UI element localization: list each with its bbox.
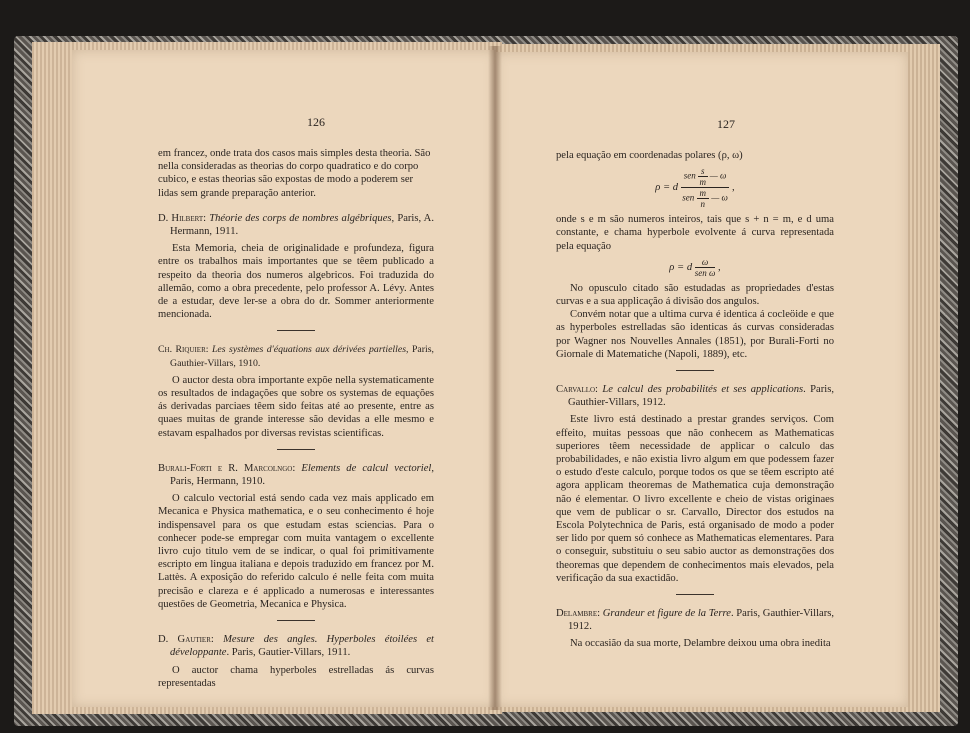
entry-title: Les systèmes d'équations aux dérivées partielles xyxy=(211,344,407,356)
entry-body: O auctor chama hyperboles estrelladas ás curvas representadas xyxy=(158,664,434,689)
formula-polar xyxy=(556,166,834,209)
bibliography-entry: Burali-Forti e R. Marcolngo: Elements de calcul vectoriel, Paris, Hermann, 1910. xyxy=(158,462,435,488)
page-number: 127 xyxy=(717,117,735,131)
entry-body: Esta Memoria, cheia de originalidade e profundeza, figura entre os trabalhos mais importantes que se têem publicado a respeito da theoria dos numeros algebricos. Foi traduzida do allemão, como a obra precedente, pelo professor A. Lévy. Antes de a estudar, deve ler-se a obra do dr. Sommer anteriormente mencionada. xyxy=(158,243,434,321)
denominator-omega: — ω xyxy=(711,192,728,203)
formula-evolvente xyxy=(556,257,834,278)
section-divider xyxy=(676,370,714,371)
intro-line: pela equação em coordenadas polares (ρ, ω) xyxy=(556,150,743,161)
paragraph: No opusculo citado são estudadas as propriedades d'estas curvas e a sua applicação á divisão dos angulos. xyxy=(556,282,834,308)
bibliography-entry: D. Hilbert: Théorie des corps de nombres algébriques, Paris, A. Hermann, 1911. xyxy=(158,212,434,238)
entry-author: D. Gautier xyxy=(158,634,211,646)
formula-fraction xyxy=(681,166,730,209)
section-divider xyxy=(277,449,315,450)
entry-body: O auctor desta obra importante expõe nella systematicamente os resultados de indagações que sobre os systemas de equações ás derivadas parciaes têem sido feitas até ao presente, entre as quaes muitas de grande interesse são devidas a elle mesmo e estavam espalhados por diversas revistas scientificas. xyxy=(158,374,434,439)
formula-lhs: ρ = d xyxy=(669,261,693,273)
formula-lhs: ρ = d xyxy=(655,182,679,194)
opening-line: em francez, onde trata dos casos mais simples desta theoria. São xyxy=(158,148,431,159)
entry-title: Elements de calcul vectoriel xyxy=(301,462,432,474)
book-gutter xyxy=(488,46,502,710)
entry-title: Théorie des corps de nombres algébriques xyxy=(209,212,392,224)
entry-title: Mesure des angles. Hyperboles étoilées et développante xyxy=(170,634,434,659)
formula-tail: , xyxy=(732,182,735,194)
numerator-sen: sen xyxy=(683,170,696,181)
section-divider xyxy=(676,594,714,595)
entry-author: Ch. Riquier xyxy=(158,344,206,356)
formula-numerator xyxy=(681,166,730,188)
opening-line: cubico, e estas theorias são expostas de modo a poderem ser xyxy=(158,174,414,186)
right-page-content xyxy=(556,52,834,651)
bibliography-entry: D. Gautier: Mesure des angles. Hyperboles étoilées et développante. Paris, Gautier-Villars, 1911. xyxy=(158,634,434,659)
inner-denominator: m xyxy=(699,177,707,188)
inner-fraction xyxy=(698,166,708,187)
entry-imprint: , Paris, Hermann, 1910. xyxy=(170,462,435,488)
bibliography-entry: Ch. Riquier: Les systèmes d'équations aux dérivées partielles, Paris, Gauthier-Villars, 1910. xyxy=(158,344,434,369)
left-page xyxy=(72,50,496,707)
inner-numerator: s xyxy=(698,166,708,177)
right-page xyxy=(496,52,908,707)
entry-title: Grandeur et figure de la Terre xyxy=(602,608,731,620)
opening-line: lidas sem grande preparação anterior. xyxy=(158,187,316,199)
entry-author: D. Hilbert xyxy=(158,212,204,224)
left-page-content xyxy=(158,50,434,690)
entry-imprint: . Paris, Gautier-Villars, 1911. xyxy=(226,647,351,659)
formula-denominator xyxy=(681,188,730,209)
page-number: 126 xyxy=(307,115,325,129)
opening-line: nella consideradas as theorias do corpo quadratico e do corpo xyxy=(158,161,419,173)
entry-imprint: , Paris, A. Hermann, 1911. xyxy=(170,212,434,238)
inner-denominator: n xyxy=(700,199,706,210)
denominator-sen: sen xyxy=(682,192,695,203)
bibliography-entry: Carvallo: Le calcul des probabilités et ses applications. Paris, Gauthier-Villars, 1912. xyxy=(556,384,834,409)
entry-author: Carvallo xyxy=(556,384,596,396)
section-divider xyxy=(277,620,315,621)
entry-body: O calculo vectorial está sendo cada vez mais applicado em Mecanica e Physica mathematica, e o seu conhecimento é hoje indispensavel para os que estudam estas sciencias. Para o conhecer pode-se empregar com muita vantagem o excellente livro cujo titulo vem de se indicar, o qual foi primitivamente escripto em lingua italiana e depois traduzido em francez por M. Lattès. A exposição do referido calculo é nelle feita com muita precisão e clareza e é applicado a numerosas e interessantes questões de Geometria, Mecanica e Physica. xyxy=(158,493,434,610)
bibliography-entry: Delambre: Grandeur et figure de la Terre. Paris, Gauthier-Villars, 1912. xyxy=(556,608,835,633)
entry-imprint: . Paris, Gauthier-Villars, 1912. xyxy=(568,608,835,633)
entry-body: Este livro está destinado a prestar grandes serviços. Com effeito, muitas pessoas que não conhecem as Mathematicas superiores têem necessidade de applicar o calculo das probabilidades, e não existia livro algum em que podessem fazer o estudo d'este calculo, porque todos os que se têem escripto até agora applicam theoremas de Mathematica cuja demonstração não é elementar. O livro excellente e cheio de vistas originaes que vem de publicar o sr. Carvallo, Director dos estudos na Escola Polytechnica de Paris, está organisado de modo a poder ser lido por quem só conhece as Mathematicas elementares. Para o conseguir, substituiu o seu sabio auctor as demonstrações dos theoremas que dependem de conhecimentos mais elevados, pela verificação da sua exactidão. xyxy=(556,414,834,584)
section-divider xyxy=(277,330,315,331)
paragraph: Convém notar que a ultima curva é identica á cocleöide e que as hyperboles estrelladas são identicas ás curvas consideradas por Wagner nos Nouvelles Annales (1851), por Burali-Forti no Giornale di Matematiche (Napoli, 1889), etc. xyxy=(556,309,834,360)
formula-tail: , xyxy=(718,261,721,273)
inner-fraction xyxy=(697,188,710,209)
entry-imprint: , Paris, Gauthier-Villars, 1910. xyxy=(170,344,434,369)
inner-numerator: m xyxy=(697,188,710,199)
entry-author: Burali-Forti e R. Marcolngo xyxy=(158,462,293,474)
entry-title: Le calcul des probabilités et ses applications xyxy=(602,384,804,396)
numerator-omega: — ω xyxy=(709,170,727,181)
entry-body: Na occasião da sua morte, Delambre deixou uma obra inedita xyxy=(570,638,831,650)
formula-fraction xyxy=(695,257,716,278)
mid-text: onde s e m são numeros inteiros, tais que s + n = m, e d uma constante, e chama hyperbole evolvente á curva representada pela equação xyxy=(556,214,834,252)
entry-author: Delambre xyxy=(556,608,598,620)
formula-numerator: ω xyxy=(695,257,716,268)
entry-imprint: . Paris, Gauthier-Villars, 1912. xyxy=(568,384,834,409)
formula-denominator: sen ω xyxy=(694,267,716,278)
